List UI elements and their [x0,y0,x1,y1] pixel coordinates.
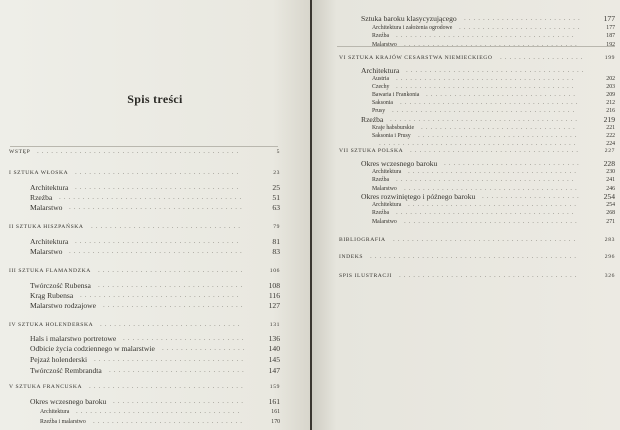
toc-page-number: 5 [276,149,280,155]
dot-leader: .................................... [408,167,579,175]
toc-entry-label: Malarstwo [372,42,397,48]
dot-leader: ............................. [109,366,247,374]
toc-section-row [0,382,310,392]
dot-leader: ............................ [113,397,246,405]
dot-leader: .................. [500,53,586,61]
toc-page-number: 81 [272,237,280,246]
toc-section-row [0,320,310,330]
toc-section-row [312,271,620,281]
dot-leader: ...................................... [396,31,577,39]
toc-subsection-row [0,247,310,257]
toc-section-row [0,266,310,276]
toc-entry-label: Okres wczesnego baroku [30,397,107,406]
toc-page-number: 140 [268,344,280,353]
toc-subsection-row [0,301,310,311]
dot-leader: ....................................... [392,106,578,114]
toc-page-number: 177 [603,14,615,23]
toc-entry-label: Malarstwo [372,219,397,225]
toc-section-row [312,252,620,262]
dot-leader: ............................................ [370,252,579,260]
toc-entry-label: Okres rozwiniętego i późnego baroku [361,192,476,201]
toc-page-number: 224 [606,141,615,147]
toc-subsection-row [0,366,310,376]
toc-page-number: 177 [606,25,615,31]
dot-leader: ......................... [464,14,583,22]
toc-subsection-row [0,203,310,213]
toc-page-number: 271 [606,219,615,225]
toc-entry-label: Rzeźba [30,193,53,202]
toc-entry-label: Saksonia [372,100,393,106]
dot-leader: ................................... [75,183,242,191]
toc-page-number: 209 [606,92,615,98]
toc-page-number: 127 [268,301,280,310]
toc-entry-label: Okres wczesnego baroku [361,159,438,168]
toc-page-number: 246 [606,186,615,192]
toc-subsection-row [0,355,310,365]
page-title: Spis treści [127,92,183,106]
dot-leader: ................................... [75,237,242,245]
dot-leader: ..................................... [404,184,580,192]
dot-leader: .............................. [103,301,246,309]
toc-entry-label: INDEKS [339,254,364,260]
toc-page-number: 241 [606,177,615,183]
dot-leader: .................................... [408,200,579,208]
toc-entry-label: Architektura [361,66,400,75]
toc-entry-label: I SZTUKA WŁOSKA [9,170,69,176]
dot-leader: .................................. [418,131,580,139]
toc-section-row [0,168,310,178]
toc-entry-label: Architektura [30,237,69,246]
dot-leader: ...................................... [396,74,577,82]
dot-leader: ...................................... [406,66,587,74]
toc-page-number: 147 [268,366,280,375]
toc-entry-label: Prusy [372,108,386,114]
toc-entry-label: Architektura i założenia ogrodowe [372,25,453,31]
toc-page-number: 221 [606,125,615,131]
toc-entry-label: Rzeźba [372,210,390,216]
dot-leader: ..................................... [404,217,580,225]
dot-leader: .................................. [80,291,242,299]
toc-page-number: 212 [606,100,615,106]
toc-entry-label: Architektura [30,183,69,192]
toc-entry-label: Twórczość Rubensa [30,281,91,290]
toc-page-number: 254 [606,202,615,208]
toc-page-number: 216 [606,108,615,114]
toc-page-number: 79 [273,224,280,230]
toc-subsection-row [0,344,310,354]
toc-entry-label: III SZTUKA FLAMANDZKA [9,268,91,274]
toc-page-number: 283 [604,237,615,243]
toc-entry-label: II SZTUKA HISZPAŃSKA [9,224,84,230]
toc-entry-label: Rzeźba [372,177,390,183]
toc-entry-label: Hals i malarstwo portretowe [30,334,117,343]
toc-entry-label: Odbicie życia codziennego w malarstwie [30,344,155,353]
toc-entry-label: VI SZTUKA KRAJÓW CESARSTWA NIEMIECKIEGO [339,55,493,61]
dot-leader: ....................................... [59,193,245,201]
dot-leader: ................................ [94,355,246,363]
toc-subsection-row [312,40,620,50]
toc-page-number: 228 [603,159,615,168]
dot-leader: ..................... [482,192,582,200]
toc-page-number: 268 [606,210,615,216]
toc-page-number: 219 [603,115,615,124]
toc-entry-label: Malarstwo rodzajowe [30,301,97,310]
toc-entry-label: Sztuka baroku klasycyzującego [361,14,457,23]
toc-subsection-row [0,417,310,427]
dot-leader: ............................... [98,266,246,274]
toc-page-number: 296 [604,254,615,260]
toc-page-number: 227 [604,148,615,154]
toc-page-number: 170 [271,419,280,425]
toc-entry-label: Krąg Rubensa [30,291,74,300]
toc-page-number: 63 [272,203,280,212]
toc-entry-label: Malarstwo [372,186,397,192]
toc-page-number: 254 [603,192,615,201]
dot-leader: ...................................... [396,208,577,216]
toc-page-number: 25 [272,183,280,192]
toc-entry-label: Kraje habsburskie [372,125,415,131]
dot-leader: ...................................... [396,82,577,90]
toc-page-number: 202 [606,76,615,82]
toc-entry-label: Pejzaż holenderski [30,355,88,364]
toc-entry-label: Bawaria i Frankonia [372,92,420,98]
toc-page-number: 161 [271,409,280,415]
dot-leader: ................................... [75,168,242,176]
toc-page-number: 187 [606,33,615,39]
toc-entry-label: V SZTUKA FRANCUSKA [9,384,83,390]
dot-leader: ........................................ [390,115,580,123]
dot-leader: .................................... [410,146,581,154]
dot-leader: ...................................... [399,271,580,279]
toc-page-number: 199 [604,55,615,61]
dot-leader: ..................................... [404,40,580,48]
toc-page-number: 159 [269,384,280,390]
toc-entry-label: VII SZTUKA POLSKA [339,148,404,154]
toc-subsection-row [312,217,620,227]
toc-page-number: 136 [268,334,280,343]
toc-entry-label: Austria [372,76,390,82]
dot-leader: ....................................... [393,235,579,243]
toc-page-number: 51 [272,193,280,202]
toc-page-number: 192 [606,42,615,48]
toc-entry-label: Malarstwo [30,203,63,212]
toc-entry-label: Malarstwo [30,247,63,256]
dot-leader: ..................................... [69,203,245,211]
toc-section-row [312,235,620,245]
toc-entry-label: BIBLIOGRAFIA [339,237,386,243]
dot-leader: ...................................... [400,98,581,106]
toc-entry-label: Architektura [372,169,402,175]
dot-leader: ................................... [76,407,243,415]
toc-page-number: 83 [272,247,280,256]
right-page [312,0,620,430]
toc-entry-label: WSTĘP [9,149,31,155]
dot-leader: .......................... [123,334,247,342]
toc-entry-label: SPIS ILUSTRACJI [339,273,392,279]
toc-entry-label: Rzeźba [361,115,384,124]
toc-page-number: 230 [606,169,615,175]
dot-leader: .......................... [459,23,583,31]
toc-section-row [0,222,310,232]
toc-page-number: 116 [268,291,280,300]
toc-section-row [0,147,310,157]
toc-entry-label: Twórczość Rembrandta [30,366,102,375]
dot-leader: ................................ [426,90,578,98]
toc-subsection-row [0,334,310,344]
dot-leader: ............................... [98,281,246,289]
dot-leader: ................................ [91,222,243,230]
toc-page-number: 326 [604,273,615,279]
toc-page-number: 145 [268,355,280,364]
dot-leader: ................................ [93,417,245,425]
dot-leader: ..................................... [69,247,245,255]
toc-page-number: 222 [606,133,615,139]
toc-page-number: 23 [273,170,280,176]
toc-page-number: 203 [606,84,615,90]
toc-section-row [312,53,620,63]
dot-leader: ................................. [89,382,246,390]
toc-entry-label: Rzeźba i malarstwo [40,419,86,425]
toc-entry-label: Architektura [40,409,70,415]
toc-entry-label: Czechy [372,84,390,90]
toc-page-number: 108 [268,281,280,290]
dot-leader: ................................. [421,123,578,131]
dot-leader: .................. [162,344,248,352]
dot-leader: ...................................... [396,175,577,183]
dot-leader: ........................................... [37,147,242,155]
toc-section-row [312,146,620,156]
toc-page-number: 106 [269,268,280,274]
dot-leader: ............................. [444,159,582,167]
dot-leader: .............................. [100,320,243,328]
toc-entry-label: Architektura [372,202,402,208]
toc-entry-label: Saksonia i Prusy [372,133,411,139]
toc-page-number: 131 [269,322,280,328]
toc-entry-label: IV SZTUKA HOLENDERSKA [9,322,94,328]
toc-entry-label: Rzeźba [372,33,390,39]
toc-page-number: 161 [268,397,280,406]
dot-leader: .......................................... [379,139,579,147]
